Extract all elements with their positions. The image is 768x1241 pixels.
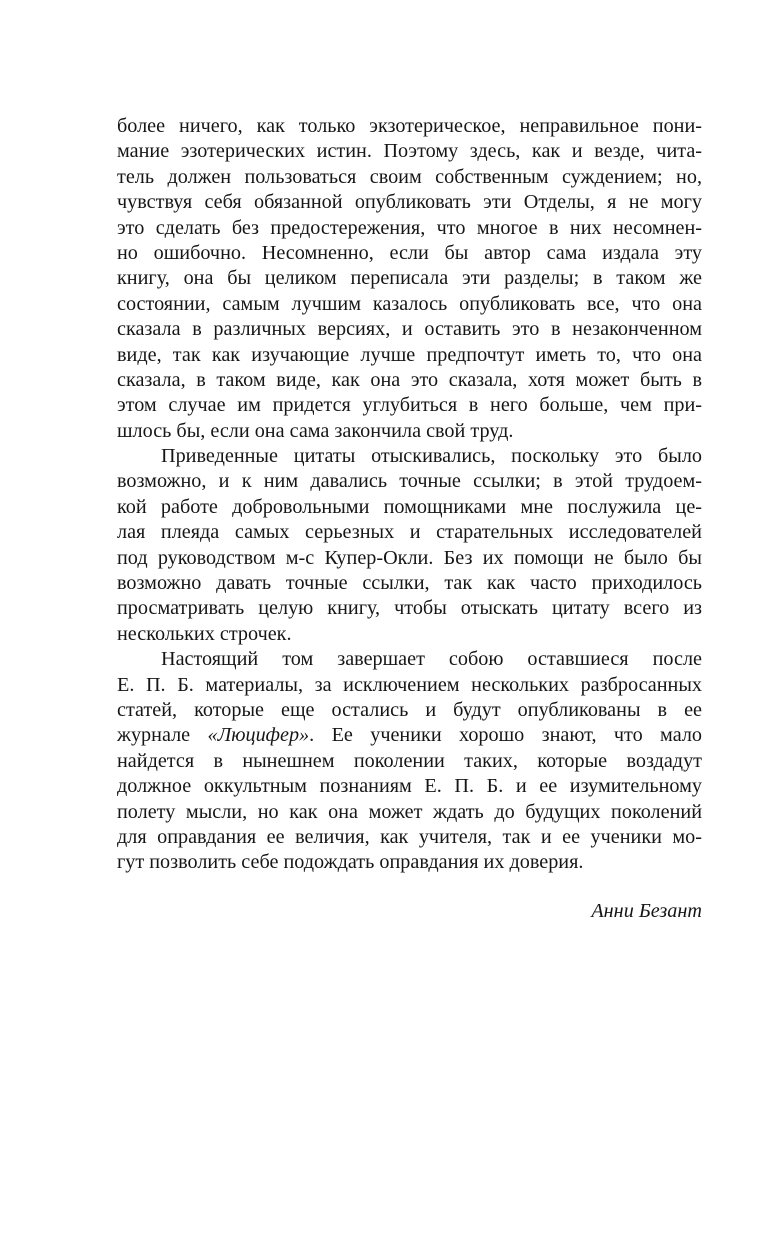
text-line: гут позволить себе подождать оправдания их доверия.	[117, 851, 584, 874]
author-signature: Анни Безант	[591, 899, 702, 922]
text-line: нескольких строчек.	[117, 622, 292, 645]
text-line: просматривать целую книгу, чтобы отыскать цитату всего из	[117, 597, 702, 620]
text-line: но ошибочно. Несомненно, если бы автор сама издала эту	[117, 241, 702, 264]
text-line: это сделать без предостережения, что многое в них несомнен-	[117, 216, 702, 239]
journal-title: «Люцифер»	[207, 724, 310, 747]
text-line: должное оккультным познаниям Е. П. Б. и ее изумительному	[117, 775, 702, 798]
text-line: журнале «Люцифер». Ее ученики хорошо знают, что мало	[117, 724, 702, 747]
text-line: кой работе добровольными помощниками мне послужила це-	[117, 495, 702, 518]
text-line: шлось бы, если она сама закончила свой труд.	[117, 419, 514, 442]
paragraph-3	[117, 647, 702, 876]
text-line: лая плеяда самых серьезных и старательных исследователей	[117, 521, 702, 544]
text-line: под руководством м-с Купер-Окли. Без их помощи не было бы	[117, 546, 702, 569]
paragraph-1	[117, 114, 702, 444]
text-line: состоянии, самым лучшим казалось опубликовать все, что она	[117, 292, 702, 315]
page-body	[117, 114, 702, 924]
text-line: для оправдания ее величия, как учителя, так и ее ученики мо-	[117, 825, 702, 848]
text-line: возможно, и к ним давались точные ссылки; в этой трудоем-	[117, 470, 702, 493]
text-line: этом случае им придется углубиться в него больше, чем при-	[117, 394, 702, 417]
text-line: сказала, в таком виде, как она это сказала, хотя может быть в	[117, 368, 702, 391]
text-line: найдется в нынешнем поколении таких, которые воздадут	[117, 749, 702, 772]
text-line: тель должен пользоваться своим собственным суждением; но,	[117, 165, 702, 188]
text-line: Приведенные цитаты отыскивались, поскольку это было	[161, 445, 702, 468]
text-line: мание эзотерических истин. Поэтому здесь, как и везде, чита-	[117, 140, 702, 163]
text-line: полету мысли, но как она может ждать до будущих поколений	[117, 800, 702, 823]
text-line: сказала в различных версиях, и оставить это в незаконченном	[117, 318, 702, 341]
text-line: книгу, она бы целиком переписала эти разделы; в таком же	[117, 267, 702, 290]
text-line: Е. П. Б. материалы, за исключением нескольких разбросанных	[117, 673, 702, 696]
text-line: чувствуя себя обязанной опубликовать эти Отделы, я не могу	[117, 191, 702, 214]
paragraph-2	[117, 444, 702, 647]
text-line: Настоящий том завершает собою оставшиеся после	[161, 648, 702, 671]
text-line: виде, так как изучающие лучше предпочтут иметь то, что она	[117, 343, 702, 366]
text-line: более ничего, как только экзотерическое, неправильное пони-	[117, 115, 702, 137]
text-line: возможно давать точные ссылки, так как часто приходилось	[117, 572, 702, 595]
text-line: статей, которые еще остались и будут опубликованы в ее	[117, 698, 702, 721]
